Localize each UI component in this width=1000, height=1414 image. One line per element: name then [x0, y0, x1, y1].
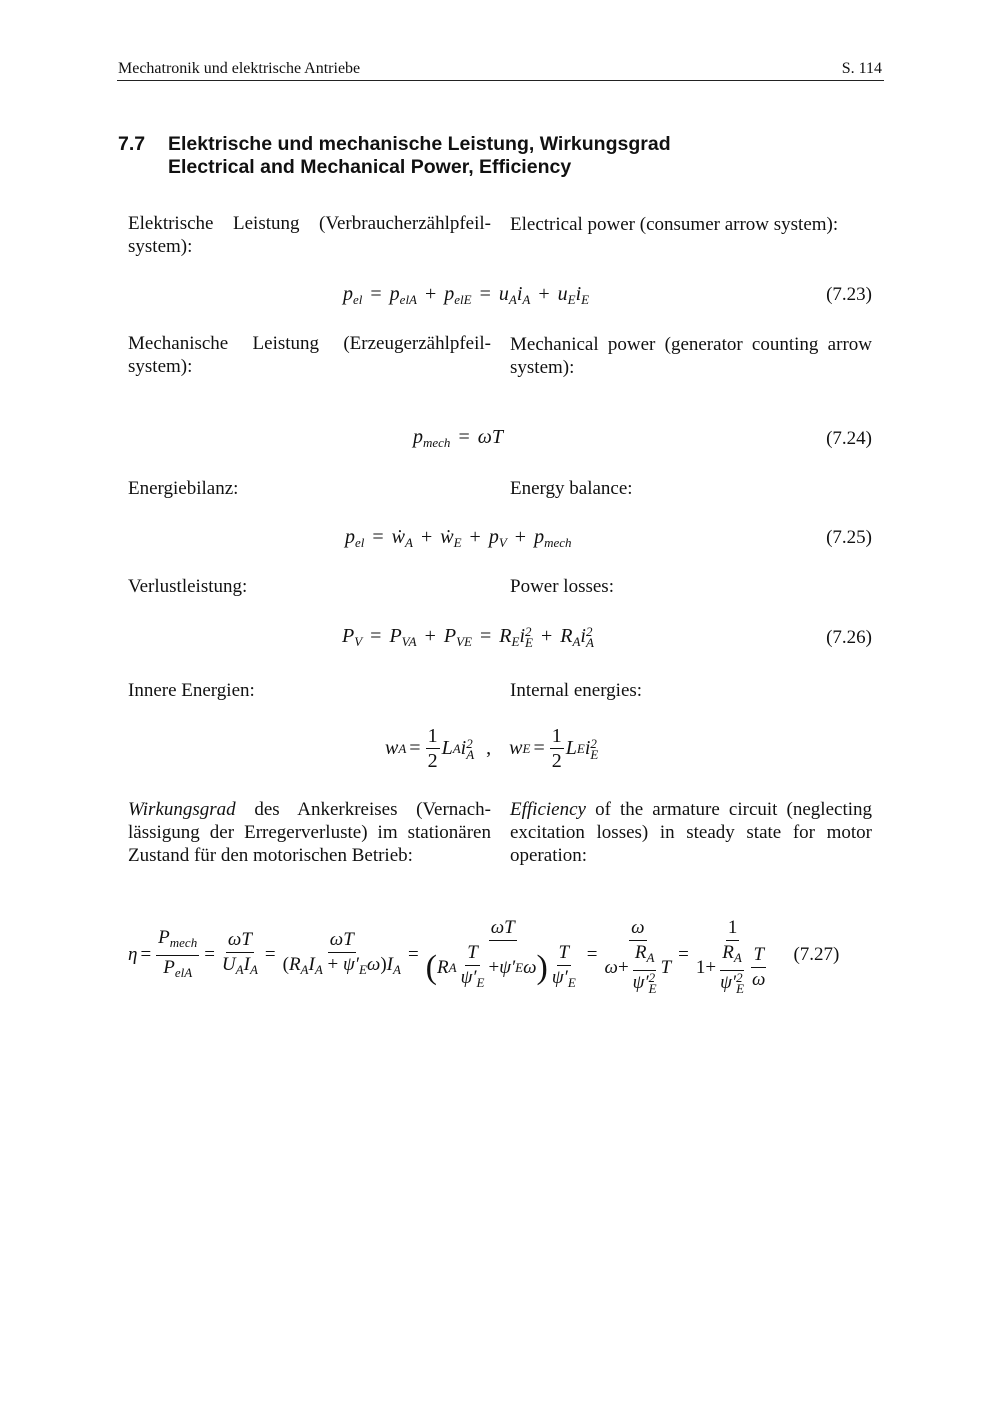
equation-number-7-27: (7.27) — [793, 944, 840, 965]
paragraph-internal-energies-en: Internal energies: — [510, 680, 643, 701]
paragraph-energy-balance-en: Energy balance: — [510, 478, 633, 499]
equation-number-7-25: (7.25) — [826, 527, 872, 548]
header-rule — [117, 80, 884, 81]
paragraph-electrical-power-en: Electrical power (consumer arrow system): — [510, 214, 839, 235]
equation-number-7-26: (7.26) — [826, 627, 872, 648]
term-wirkungsgrad: Wirkungsgrad — [128, 799, 236, 820]
running-header-title: Mechatronik und elektrische Antriebe — [118, 60, 361, 77]
equation-7-26: $P_V = P_{VA} + P_{VE} = R_Ei$ 2 E + $R_Ai$ 2 A — [342, 624, 594, 651]
section-title-en: Electrical and Mechanical Power, Efficiency — [168, 156, 572, 178]
paragraph-mechanical-power-de: Mechanische Leistung (Erzeugerzählpfeil-system): — [128, 333, 491, 377]
equation-7-24: $p_{mech} = \omega T$ — [413, 426, 503, 450]
section-number: 7.7 — [118, 133, 146, 155]
equation-internal-energies: w A = $\frac{1}{2}$ L A i 2 A , w E = $\frac{1}{2}$ L E i 2 E — [385, 725, 599, 772]
paragraph-power-losses-en: Power losses: — [510, 576, 614, 597]
page-number: S. 114 — [841, 60, 882, 77]
paragraph-internal-energies-de: Innere Energien: — [128, 680, 255, 701]
equation-7-27: η = $\frac{P_{mech}}{P_{elA}}$ = $\frac{\omega T}{U_AI_A}$ = $\frac{\omega T}{(R_AI_A + \psi'_E\omega)I_A}$ = ωT ( R A $\frac{T}{\psi'_E}$ + ψ′ E ω ) $\frac{T}{\psi'_E}$ = ω ω + $R_A$ ψ′ 2 E T = 1 1+ $R_A$ ψ′ 2 E $\frac{T}{\omega}$ (7.27) — [128, 916, 840, 997]
equation-7-23: $p_{el} = p_{elA} + p_{elE} = u_Ai_A + u_Ei_E$ — [343, 283, 590, 307]
equation-number-7-23: (7.23) — [826, 284, 872, 305]
paragraph-electrical-power-de: Elektrische Leistung (Verbraucherzählpfeil-system): — [128, 213, 491, 257]
paragraph-efficiency-en: Efficiency of the armature circuit (neglecting excitation losses) in steady state for motor operation: — [510, 799, 872, 866]
section-title-de: Elektrische und mechanische Leistung, Wirkungsgrad — [168, 133, 671, 155]
paragraph-efficiency-de: Wirkungsgrad des Ankerkreises (Vernach-lässigung der Erregerverluste) im stationären Zustand für den motorischen Betrieb: — [128, 799, 491, 866]
equation-number-7-24: (7.24) — [826, 428, 872, 449]
paragraph-power-losses-de: Verlustleistung: — [128, 576, 248, 597]
equation-7-25: $p_{el}$ = ẇ$_A$ + ẇ$_E$ + $p_V + p_{mech}$ — [345, 526, 572, 550]
paragraph-mechanical-power-en: Mechanical power (generator counting arrow system): — [510, 334, 872, 378]
paragraph-energy-balance-de: Energiebilanz: — [128, 478, 239, 499]
term-efficiency: Efficiency — [510, 799, 586, 820]
